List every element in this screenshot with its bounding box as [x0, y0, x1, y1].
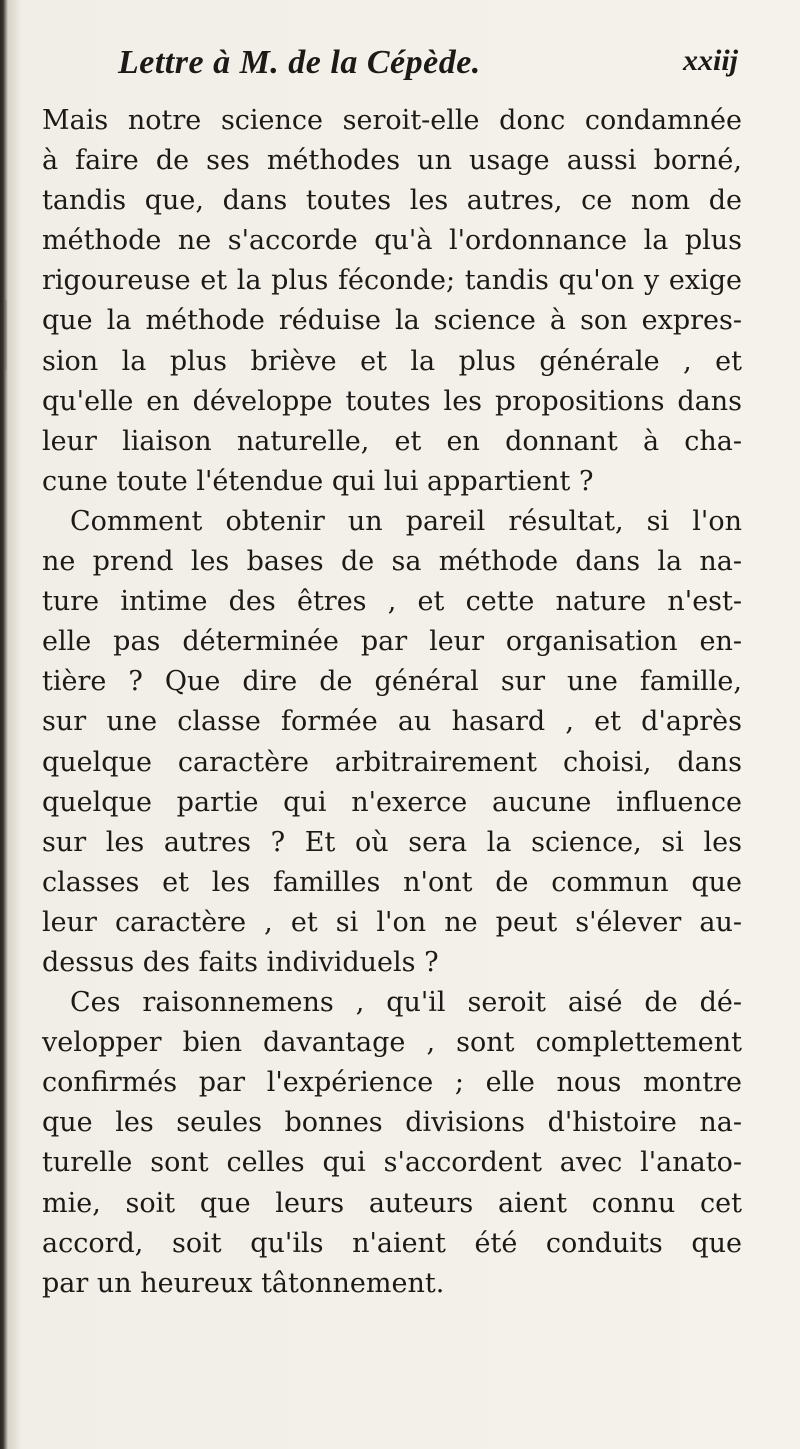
text-line: classes et les familles n'ont de commun que [42, 866, 742, 898]
binding-shadow [4, 300, 7, 370]
text-line: mie, soit que leurs auteurs aient connu cet [42, 1187, 742, 1219]
running-title: Lettre à M. de la Cépède. [118, 44, 481, 81]
text-line: sion la plus briève et la plus générale , et [42, 345, 742, 377]
text-line: méthode ne s'accorde qu'à l'ordonnance la plus [42, 225, 742, 257]
text-line: confirmés par l'expérience ; elle nous montre [42, 1067, 742, 1099]
text-line: Comment obtenir un pareil résultat, si l'on [70, 505, 742, 537]
text-line: ture intime des êtres , et cette nature n'est- [42, 586, 742, 618]
text-line: quelque caractère arbitrairement choisi, dans [42, 746, 742, 778]
text-line: rigoureuse et la plus féconde; tandis qu'on y exige [42, 265, 742, 297]
text-line: velopper bien davantage , sont complettement [42, 1027, 742, 1059]
text-line: par un heureux tâtonnement. [42, 1267, 445, 1299]
text-line: accord, soit qu'ils n'aient été conduits que [42, 1227, 742, 1259]
text-line: quelque partie qui n'exerce aucune influence [42, 786, 742, 818]
text-line: elle pas déterminée par leur organisation en- [42, 626, 742, 658]
text-line: dessus des faits individuels ? [42, 946, 439, 978]
body-text [42, 101, 742, 1304]
text-line: tandis que, dans toutes les autres, ce nom de [42, 185, 742, 217]
text-line: à faire de ses méthodes un usage aussi borné, [42, 145, 742, 177]
text-line: sur une classe formée au hasard , et d'après [42, 706, 742, 738]
text-line: leur liaison naturelle, et en donnant à cha- [42, 425, 742, 457]
text-line: que la méthode réduise la science à son expres- [42, 305, 742, 337]
text-line: turelle sont celles qui s'accordent avec l'anato- [42, 1147, 742, 1179]
page-number: xxiij [682, 44, 738, 77]
text-line: cune toute l'étendue qui lui appartient ? [42, 465, 594, 497]
text-line: Mais notre science seroit-elle donc condamnée [42, 105, 742, 136]
text-line: que les seules bonnes divisions d'histoire na- [42, 1107, 742, 1139]
text-line: qu'elle en développe toutes les propositions dans [42, 385, 742, 417]
running-header [118, 44, 738, 88]
text-line: tière ? Que dire de général sur une famille, [42, 666, 742, 698]
text-line: sur les autres ? Et où sera la science, si les [42, 826, 742, 858]
text-line: ne prend les bases de sa méthode dans la na- [42, 546, 742, 578]
text-line: leur caractère , et si l'on ne peut s'élever au- [42, 906, 742, 938]
text-line: Ces raisonnemens , qu'il seroit aisé de dé- [70, 987, 742, 1019]
